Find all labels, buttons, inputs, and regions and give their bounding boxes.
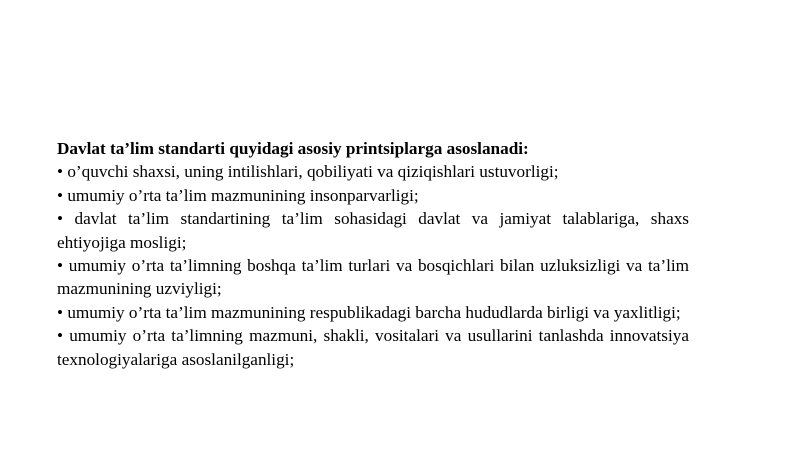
bullet-item: • davlat ta’lim standartining ta’lim sohasidagi davlat va jamiyat talablariga, shaxs ehtiyojiga mosligi; (57, 209, 689, 252)
bullet-item: • umumiy o’rta ta’limning boshqa ta’lim turlari va bosqichlari bilan uzluksizligi va ta’lim mazmunining uzviyligi; (57, 256, 689, 299)
text-body (57, 137, 689, 371)
slide-heading: Davlat ta’lim standarti quyidagi asosiy printsiplarga asoslanadi: (57, 139, 529, 158)
bullet-item: • o’quvchi shaxsi, uning intilishlari, qobiliyati va qiziqishlari ustuvorligi; (57, 162, 559, 182)
bullet-item: • umumiy o’rta ta’lim mazmunining insonparvarligi; (57, 185, 419, 205)
bullet-item: • umumiy o’rta ta’lim mazmunining respublikadagi barcha hududlarda birligi va yaxlitligi; (57, 302, 681, 322)
bullet-item: • umumiy o’rta ta’limning mazmuni, shakli, vositalari va usullarini tanlashda innovatsiya texnologiyalariga asoslanilganligi; (57, 326, 689, 369)
